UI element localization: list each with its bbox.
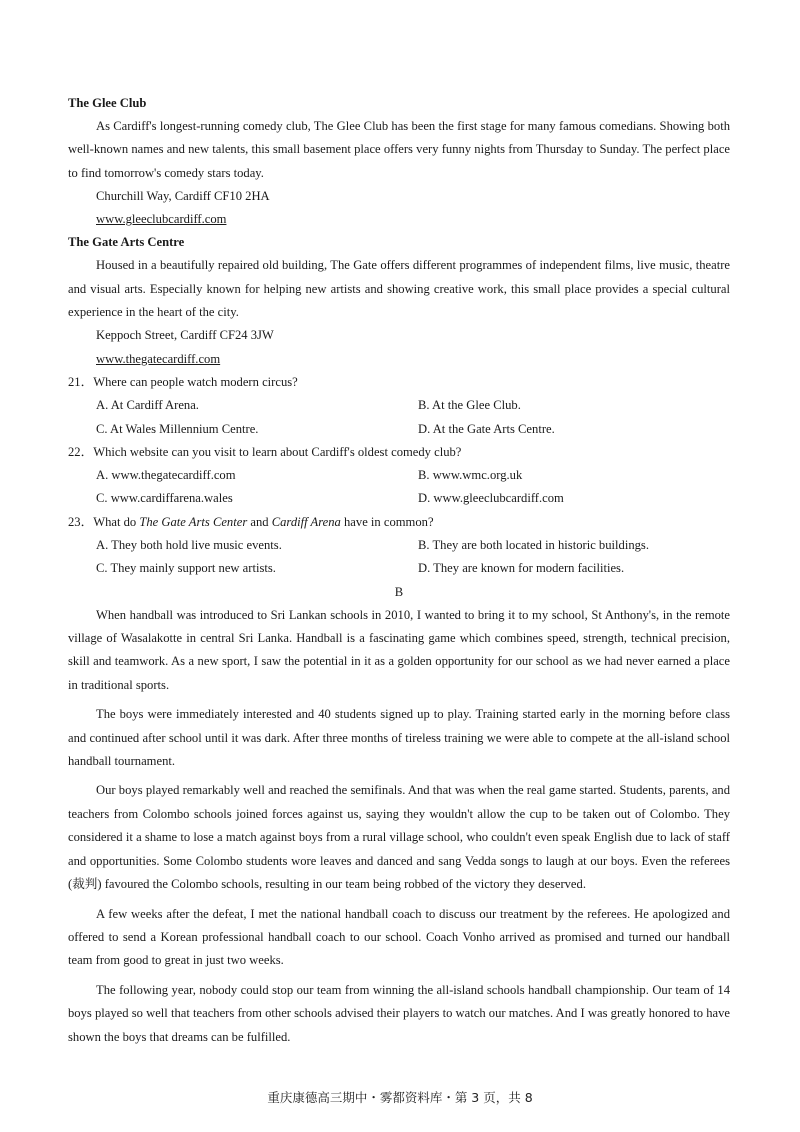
page-footer [0, 1088, 800, 1106]
glee-club-address: Churchill Way, Cardiff CF10 2HA [96, 188, 270, 203]
question-23-prefix: 23．What do [68, 514, 140, 529]
option-21-d: D. At the Gate Arts Centre. [418, 421, 555, 436]
glee-club-url[interactable]: www.gleeclubcardiff.com [96, 212, 227, 227]
option-21-b: B. At the Glee Club. [418, 398, 521, 413]
gate-arts-title: The Gate Arts Centre [68, 235, 185, 250]
option-21-a: A. At Cardiff Arena. [96, 398, 199, 413]
passage-b-paragraph-2: The boys were immediately interested and 40 students signed up to play. Training started early in the morning before class and continued after school until it was dark. After three months of tireless training we were able to compete at the all-island school handball tournament. [68, 707, 730, 769]
section-b-label: B [394, 584, 404, 599]
option-22-a: A. www.thegatecardiff.com [96, 468, 236, 483]
question-23 [68, 511, 730, 534]
option-23-d: D. They are known for modern facilities. [418, 561, 625, 576]
question-23-options [68, 534, 730, 581]
question-23-mid: and [247, 514, 272, 529]
passage-b-paragraph-5: The following year, nobody could stop our team from winning the all-island schools handball championship. Our team of 14 boys played so well that teachers from other schools advised their players to watch our matches. And I was greatly honored to have shown the boys that dreams can be fulfilled. [68, 982, 730, 1044]
gate-arts-description: Housed in a beautifully repaired old building, The Gate offers different programmes of independent films, live music, theatre and visual arts. Especially known for helping new artists and showing creative work, this small place provides a special cultural experience in the heart of the city. [68, 258, 730, 320]
gate-arts-address: Keppoch Street, Cardiff CF24 3JW [96, 328, 274, 343]
gate-arts-url-line [68, 348, 730, 371]
glee-club-url-line [68, 208, 730, 231]
option-23-c: C. They mainly support new artists. [96, 561, 276, 576]
passage-b-paragraph-4: A few weeks after the defeat, I met the national handball coach to discuss our treatment by the referees. He apologized and offered to send a Korean professional handball coach to our school. Coach Vonho arrived as promised and turned our handball team from good to great in just two weeks. [68, 906, 730, 968]
question-23-suffix: have in common? [340, 514, 434, 529]
option-22-d: D. www.gleeclubcardiff.com [418, 491, 564, 506]
option-23-b: B. They are both located in historic buildings. [418, 538, 649, 553]
question-21-options [68, 394, 730, 441]
passage-b-paragraph-1: When handball was introduced to Sri Lankan schools in 2010, I wanted to bring it to my school, St Anthony's, in the remote village of Wasalakotte in central Sri Lanka. Handball is a fascinating game which combines speed, strength, technical precision, skill and teamwork. As a new sport, I saw the potential in it as a golden opportunity for our school as we had never earned a place in traditional sports. [68, 607, 730, 692]
gate-arts-url[interactable]: www.thegatecardiff.com [96, 351, 221, 366]
glee-club-title: The Glee Club [68, 96, 147, 110]
question-21: 21．Where can people watch modern circus? [68, 374, 298, 389]
question-22-options [68, 464, 730, 511]
passage-b-paragraph-3: Our boys played remarkably well and reached the semifinals. And that was when the real game started. Students, parents, and teachers from Colombo schools joined forces against us, saying they wouldn't allow the cup to be taken out of Colombo. They considered it a shame to lose a match against boys from a rural village school, who couldn't even speak English due to lack of staff and opportunities. Some Colombo students wore leaves and danced and sang Vedda songs to laugh at our boys. Even the referees (裁判) favoured the Colombo schools, resulting in our team being robbed of the victory they deserved. [68, 783, 730, 892]
question-23-italic-arena: Cardiff Arena [271, 514, 341, 529]
question-23-italic-gate: The Gate Arts Center [139, 514, 248, 529]
option-22-b: B. www.wmc.org.uk [418, 468, 523, 483]
option-22-c: C. www.cardiffarena.wales [96, 491, 233, 506]
option-23-a: A. They both hold live music events. [96, 538, 282, 553]
page-content [68, 92, 730, 1049]
page-footer-text: 重庆康德高三期中・雾都资料库・第 3 页，共 8 [267, 1090, 533, 1105]
option-21-c: C. At Wales Millennium Centre. [96, 421, 259, 436]
glee-club-description: As Cardiff's longest-running comedy club, The Glee Club has been the first stage for many famous comedians. Showing both well-known names and new talents, this small basement place offers very funny nights from Thursday to Sunday. The perfect place to find tomorrow's comedy stars today. [68, 119, 730, 180]
question-22: 22．Which website can you visit to learn about Cardiff's oldest comedy club? [68, 444, 462, 459]
